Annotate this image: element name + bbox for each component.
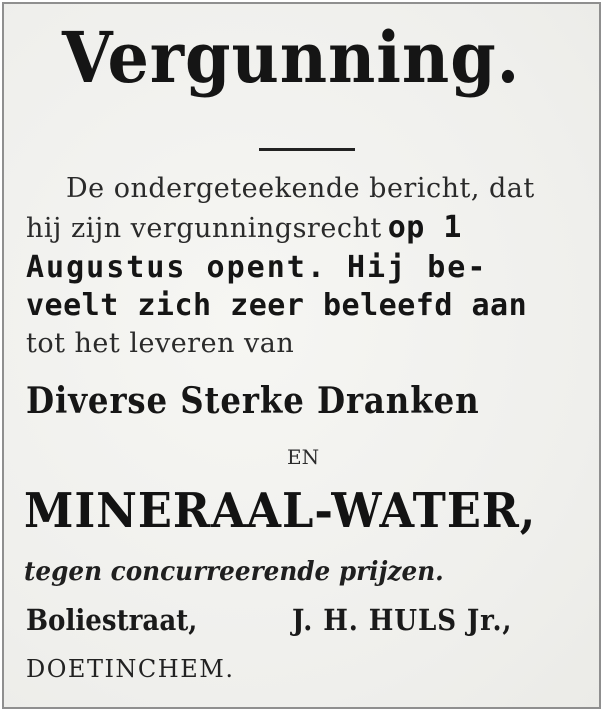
intro-line-1: De ondergeteekende bericht, dat	[66, 173, 535, 204]
product-mineral-water: MINERAAL-WATER,	[24, 483, 537, 539]
street-address: Boliestraat,	[26, 603, 198, 637]
intro-line-5: tot het leveren van	[26, 328, 295, 359]
conjunction-en: EN	[287, 445, 320, 469]
intro-line-3: Augustus opent. Hij be-	[26, 250, 488, 285]
proprietor-name: J. H. HULS Jr.,	[292, 603, 513, 637]
newspaper-clipping	[2, 2, 601, 709]
intro-line-4: veelt zich zeer beleefd aan	[26, 288, 528, 323]
price-tagline: tegen concurreerende prijzen.	[24, 557, 444, 587]
town-name: DOETINCHEM.	[26, 655, 235, 683]
intro-line-2-bold: op 1	[387, 210, 462, 245]
ad-title: Vergunning.	[62, 16, 521, 99]
intro-line-2	[26, 210, 462, 247]
title-divider	[259, 148, 355, 151]
intro-line-2-regular: hij zijn vergunningsrecht	[26, 213, 382, 244]
product-spirits: Diverse Sterke Dranken	[26, 380, 480, 422]
